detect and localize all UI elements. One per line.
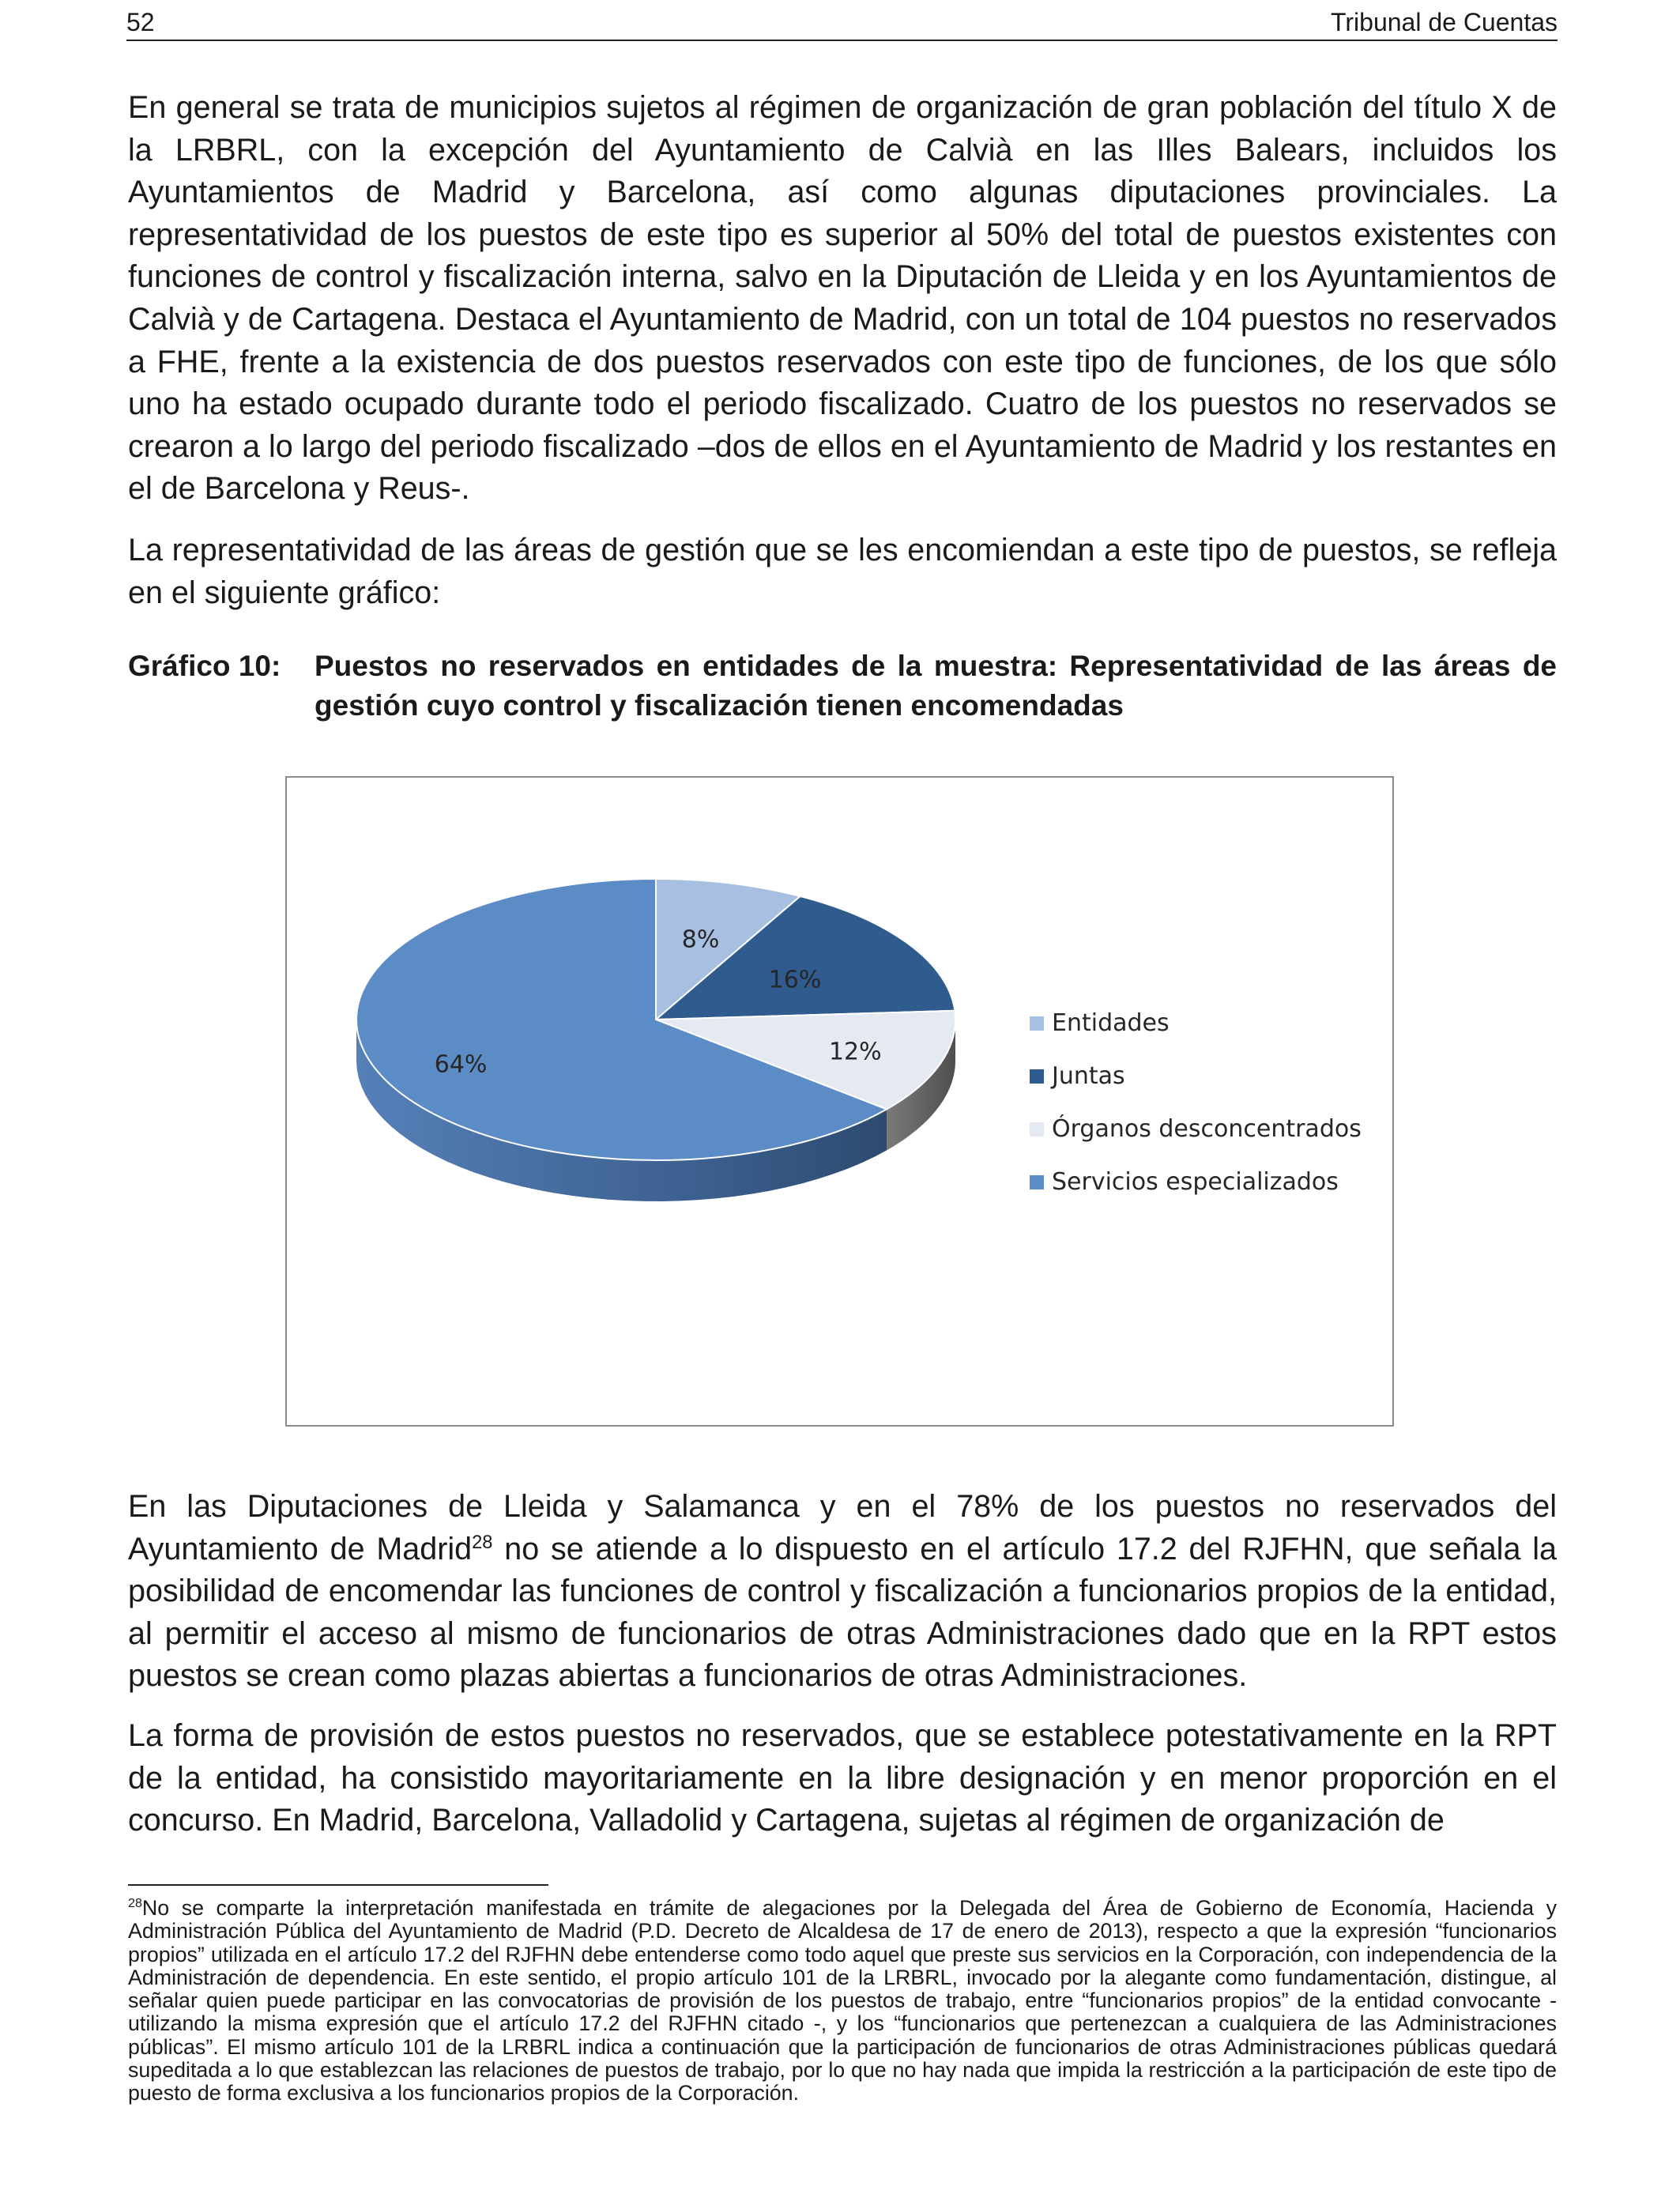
paragraph-3-end: no se atiende a lo dispuesto en el artículo 17.2 del RJFHN, que señala la posibilidad de encomendar las funciones de control y fiscalización a funcionarios propios de la entidad, al permitir el acceso al mismo de funcionarios de otras Administraciones dado que en la RPT estos puestos se crean como plazas abiertas a funcionarios de otras Administraciones.: [128, 1531, 1557, 1694]
legend-swatch-entidades: [1030, 1016, 1044, 1031]
pie-chart: [285, 776, 1394, 1427]
page-header: [126, 0, 1558, 41]
footnote: [128, 1897, 1557, 2105]
figure-label: Gráfico 10:: [128, 650, 281, 682]
publisher-name: Tribunal de Cuentas: [1331, 8, 1558, 36]
legend-label-entidades: Entidades: [1052, 1009, 1170, 1037]
figure-caption: [128, 647, 1557, 726]
legend-swatch-servicios-especializados: [1030, 1175, 1044, 1189]
paragraph-3-start: En las Diputaciones de Lleida y Salamanca y en el 78% de los puestos no reservados del Ayuntamiento de Madrid: [128, 1489, 1557, 1566]
legend-swatch-juntas: [1030, 1069, 1044, 1084]
paragraph-4: La forma de provisión de estos puestos no reservados, que se establece potestativamente en la RPT de la entidad, ha consistido mayoritariamente en la libre designación y en menor proporción en el concurso. En Madrid, Barcelona, Valladolid y Cartagena, sujetas al régimen de organización de: [128, 1718, 1557, 1838]
paragraph-1: En general se trata de municipios sujetos al régimen de organización de gran población del título X de la LRBRL, con la excepción del Ayuntamiento de Calvià en las Illes Balears, incluidos los Ayuntamientos de Madrid y Barcelona, así como algunas diputaciones provinciales. La representatividad de los puestos de este tipo es superior al 50% del total de puestos existentes con funciones de control y fiscalización interna, salvo en la Diputación de Lleida y en los Ayuntamientos de Calvià y de Cartagena. Destaca el Ayuntamiento de Madrid, con un total de 104 puestos no reservados a FHE, frente a la existencia de dos puestos reservados con este tipo de funciones, de los que sólo uno ha estado ocupado durante todo el periodo fiscalizado. Cuatro de los puestos no reservados se crearon a lo largo del periodo fiscalizado –dos de ellos en el Ayuntamiento de Madrid y los restantes en el de Barcelona y Reus-.: [128, 90, 1557, 507]
legend-swatch-organos-desconcentrados: [1030, 1122, 1044, 1137]
data-label-servicios-especializados: 64%: [434, 1050, 488, 1079]
legend-label-organos-desconcentrados: Órganos desconcentrados: [1052, 1115, 1362, 1143]
paragraph-2: La representatividad de las áreas de gestión que se les encomiendan a este tipo de puestos, se refleja en el siguiente gráfico:: [128, 533, 1557, 610]
pie-slices: [356, 879, 955, 1160]
data-label-organos-desconcentrados: 12%: [828, 1038, 882, 1066]
footnote-text: No se comparte la interpretación manifestada en trámite de alegaciones por la Delegada del Área de Gobierno de Economía, Hacienda y Administración Pública del Ayuntamiento de Madrid (P.D. Decreto de Alcaldesa de 17 de enero de 2013), respecto a que la expresión “funcionarios propios” utilizada en el artículo 17.2 del RJFHN debe entenderse como todo aquel que preste sus servicios en la Corporación, con independencia de la Administración de dependencia. En este sentido, el propio artículo 101 de la LRBRL, invocado por la alegante como fundamentación, distingue, al señalar quien puede participar en las convocatorias de provisión de los puestos de trabajo, entre “funcionarios propios” de la entidad convocante -utilizando la misma expresión que el artículo 17.2 del RJFHN citado -, y los “funcionarios que pertenezcan a cualquiera de las Administraciones públicas”. El mismo artículo 101 de la LRBRL indica a continuación que la participación de funcionarios de otras Administraciones públicas quedará supeditada a lo que establezcan las relaciones de puestos de trabajo, por lo que no hay nada que impida la restricción a la participación de este tipo de puesto de forma exclusiva a los funcionarios propios de la Corporación.: [128, 1896, 1557, 2105]
footnote-ref[interactable]: 28: [472, 1532, 493, 1553]
data-label-entidades: 8%: [681, 925, 720, 954]
figure-title: Puestos no reservados en entidades de la muestra: Representatividad de las áreas de gestión cuyo control y fiscalización tienen encomendadas: [315, 650, 1557, 722]
legend-label-servicios-especializados: Servicios especializados: [1052, 1168, 1339, 1196]
page-number: 52: [126, 8, 155, 36]
paragraph-3: [128, 1486, 1557, 1698]
chart-legend: [1030, 1009, 1362, 1196]
footnote-separator: [128, 1884, 548, 1886]
footnote-number: 28: [128, 1896, 142, 1911]
data-label-juntas: 16%: [768, 966, 822, 994]
pie-chart-svg: [287, 778, 1396, 1428]
legend-label-juntas: Juntas: [1052, 1062, 1125, 1090]
